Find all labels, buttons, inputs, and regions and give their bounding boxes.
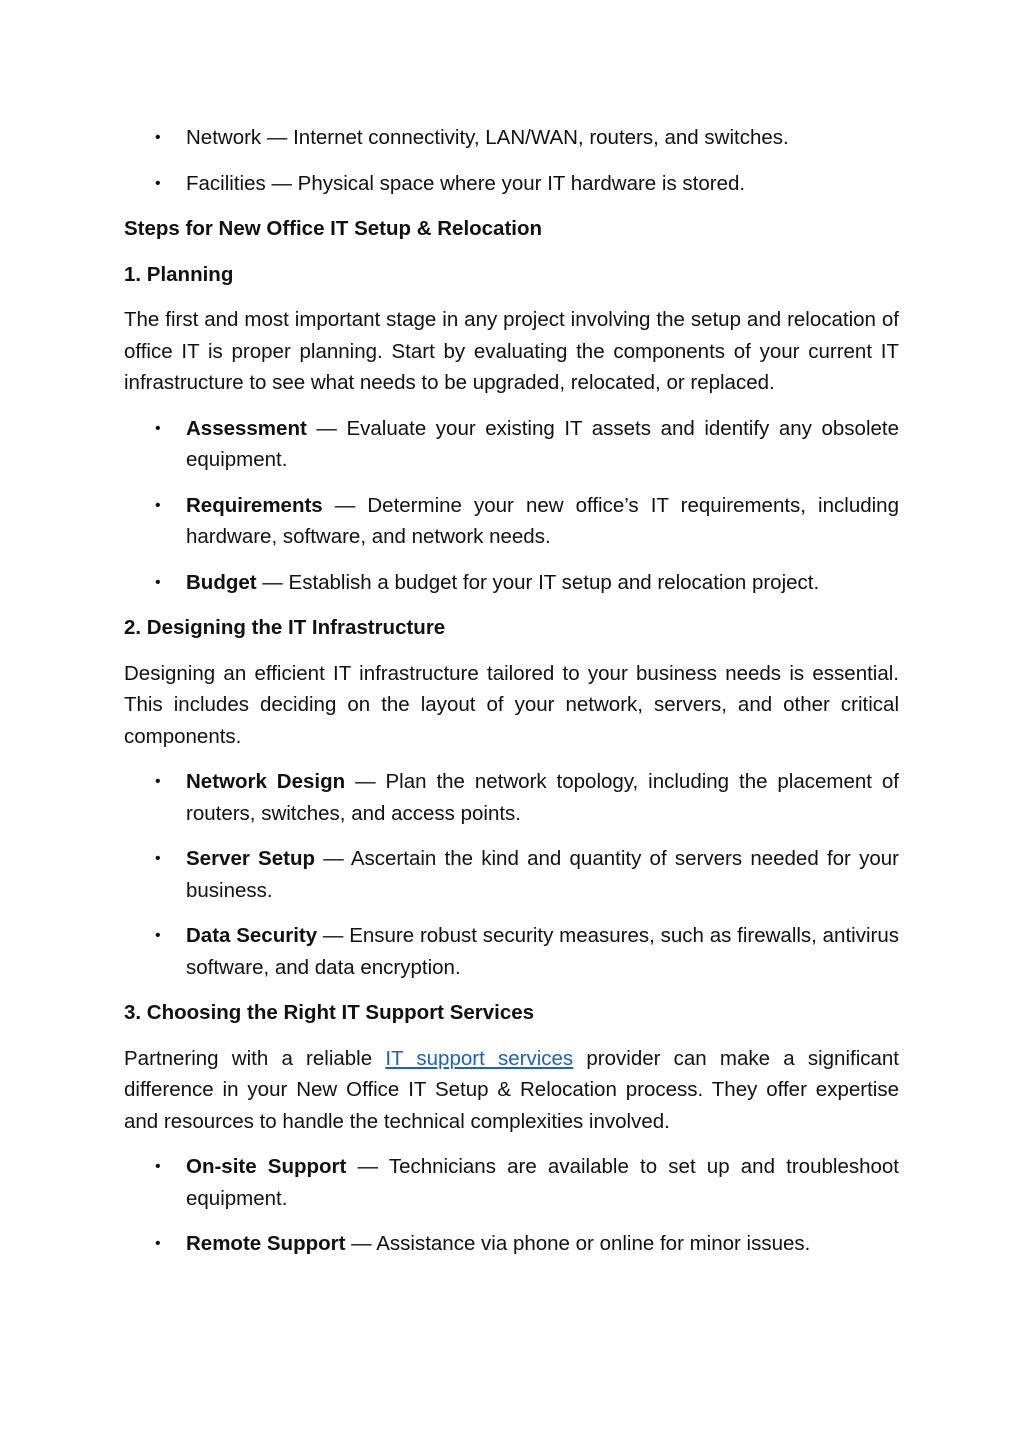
list-item-term: Remote Support xyxy=(186,1232,346,1255)
list-item-network xyxy=(124,122,899,154)
list-item-assessment xyxy=(124,413,899,476)
list-item-text: Establish a budget for your IT setup and relocation project. xyxy=(288,570,820,594)
section-paragraph-support xyxy=(124,1043,899,1138)
list-item-text: Assistance via phone or online for minor issues. xyxy=(376,1232,811,1255)
list-item-text: Internet connectivity, LAN/WAN, routers, and switches. xyxy=(293,126,789,149)
bullet-icon: • xyxy=(155,850,161,867)
list-item-term: Facilities xyxy=(186,171,266,195)
list-item-term: Network Design xyxy=(186,770,346,793)
paragraph-text: Partnering with a reliable xyxy=(124,1046,386,1070)
bullet-icon: • xyxy=(155,174,161,192)
list-item-separator: — xyxy=(315,847,351,870)
bullet-icon: • xyxy=(155,573,161,591)
list-item-text: Determine your new office’s IT requirements, including hardware, software, and network needs. xyxy=(186,493,899,548)
list-item-text: Physical space where your IT hardware is stored. xyxy=(297,171,746,195)
list-item-network-design xyxy=(124,766,899,829)
list-item-separator: — xyxy=(346,1155,389,1178)
list-item-term: Assessment xyxy=(186,416,307,440)
list-item-remote-support xyxy=(124,1228,899,1260)
list-item-separator: — xyxy=(345,1232,377,1255)
document-page xyxy=(124,122,899,1260)
list-item-text: Plan the network topology, including the placement of routers, switches, and access points. xyxy=(186,770,900,825)
list-item-separator: — xyxy=(256,570,289,594)
designing-bullet-list xyxy=(124,766,899,983)
list-item-term: Requirements xyxy=(186,493,323,517)
section-heading-planning: 1. Planning xyxy=(124,262,234,286)
list-item-separator: — xyxy=(345,770,386,793)
bullet-icon: • xyxy=(155,1158,161,1175)
list-item-term: Network xyxy=(186,126,262,149)
list-item-data-security xyxy=(124,920,899,983)
list-item-term: Server Setup xyxy=(186,847,316,870)
section-paragraph-designing: Designing an efficient IT infrastructure tailored to your business needs is essential. This includes deciding on the layout of your network, servers, and other critical components. xyxy=(124,661,899,748)
list-item-term: On-site Support xyxy=(186,1155,347,1178)
list-item-text: Evaluate your existing IT assets and identify any obsolete equipment. xyxy=(186,416,899,471)
list-item-text: Ascertain the kind and quantity of servers needed for your business. xyxy=(186,847,899,902)
list-item-requirements xyxy=(124,490,899,553)
bullet-icon: • xyxy=(155,419,161,437)
list-item-term: Budget xyxy=(186,570,257,594)
planning-bullet-list xyxy=(124,413,899,599)
list-item-budget xyxy=(124,567,899,599)
section-paragraph-planning: The first and most important stage in any project involving the setup and relocation of office IT is proper planning. Start by evaluating the components of your current IT infrastructure to see what needs to be upgraded, relocated, or replaced. xyxy=(124,308,899,394)
bullet-icon: • xyxy=(155,927,161,944)
section-heading-support: 3. Choosing the Right IT Support Services xyxy=(124,1001,535,1024)
list-item-text: Ensure robust security measures, such as firewalls, antivirus software, and data encryption. xyxy=(186,924,899,979)
list-item-term: Data Security xyxy=(186,924,318,947)
list-item-separator: — xyxy=(322,493,368,517)
it-support-services-link[interactable]: IT support services xyxy=(385,1046,574,1070)
support-bullet-list xyxy=(124,1151,899,1260)
paragraph-text: provider can make a significant difference in your New Office IT Setup & Relocation process. They offer expertise and resources to handle the technical complexities involved. xyxy=(124,1046,900,1133)
bullet-icon: • xyxy=(155,129,161,146)
list-item-separator: — xyxy=(317,924,350,947)
list-item-separator: — xyxy=(306,416,347,440)
list-item-server-setup xyxy=(124,843,899,906)
list-item-facilities xyxy=(124,168,899,200)
list-item-text: Technicians are available to set up and troubleshoot equipment. xyxy=(186,1155,899,1210)
section-heading-designing: 2. Designing the IT Infrastructure xyxy=(124,616,446,639)
top-bullet-list xyxy=(124,122,899,199)
list-item-separator: — xyxy=(261,126,294,149)
list-item-separator: — xyxy=(265,171,298,195)
steps-heading: Steps for New Office IT Setup & Relocation xyxy=(124,217,543,240)
bullet-icon: • xyxy=(155,1235,161,1252)
bullet-icon: • xyxy=(155,496,161,514)
bullet-icon: • xyxy=(155,773,161,790)
list-item-onsite-support xyxy=(124,1151,899,1214)
